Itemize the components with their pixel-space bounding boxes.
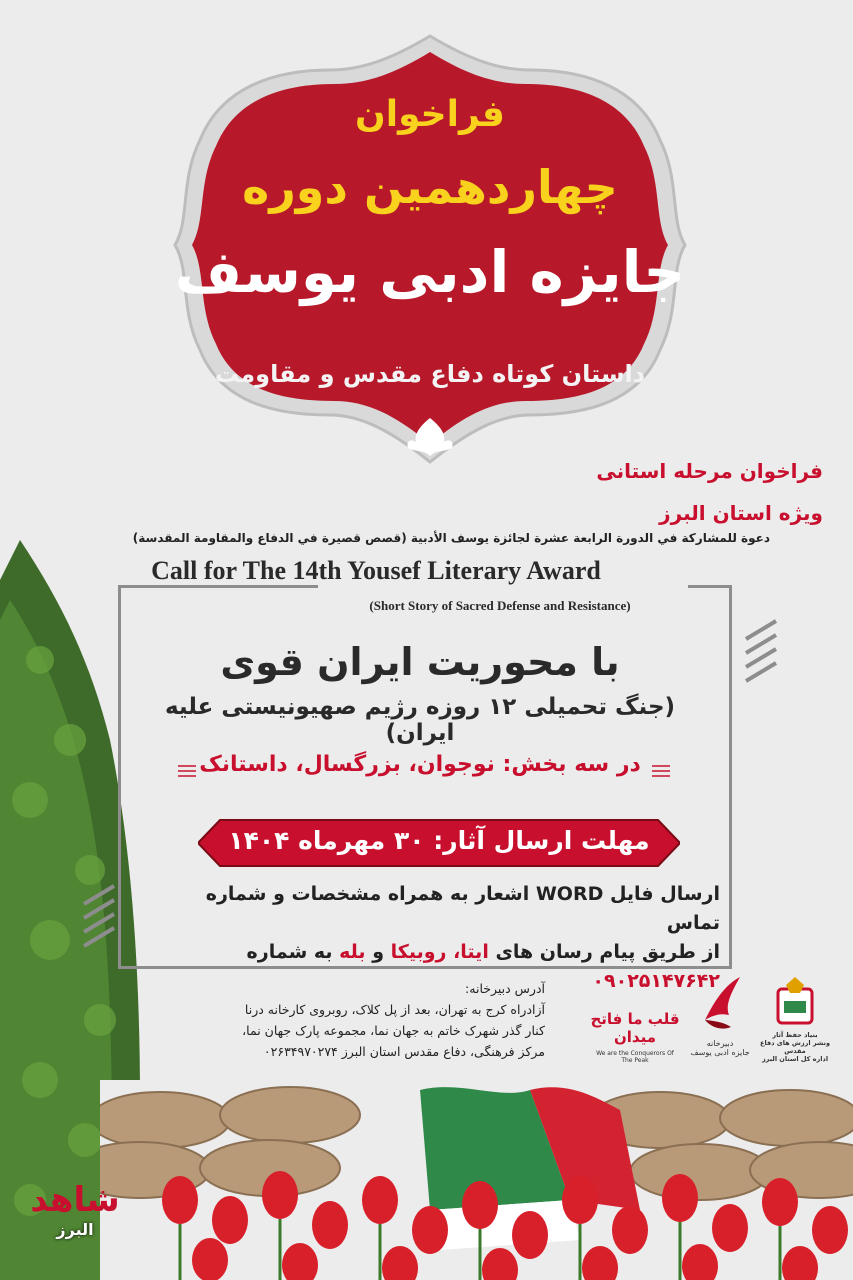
decorative-dashes-left <box>80 880 120 960</box>
theme-subtitle: (جنگ تحمیلی ۱۲ روزه رژیم صهیونیستی علیه ایران) <box>164 694 676 746</box>
watermark-main: شاهد <box>30 1180 120 1220</box>
logo2-line1: دبیرخانه <box>706 1039 734 1048</box>
provincial-stage <box>596 450 823 534</box>
send-line-1: ارسال فایل WORD اشعار به همراه مشخصات و شماره تماس <box>205 883 720 934</box>
address-line-1: آزادراه کرج به تهران، بعد از پل کلاک، روبروی کارخانه درنا <box>244 1002 545 1017</box>
deadline-text: مهلت ارسال آثار: ۳۰ مهرماه ۱۴۰۴ <box>228 826 650 855</box>
logo-heart-conquerors <box>590 1010 680 1080</box>
decorative-dashes-right <box>742 615 782 695</box>
stage-line-1: فراخوان مرحله استانی <box>596 459 823 483</box>
plaque-line-genre: داستان کوتاه دفاع مقدس و مقاومت <box>214 360 646 388</box>
send-via-text: از طریق پیام رسان های <box>495 941 720 963</box>
plaque-line-call: فراخوان <box>355 94 505 135</box>
logo-sacred-defense-foundation <box>760 975 830 1085</box>
theme-title: با محوریت ایران قوی <box>220 640 620 684</box>
watermark-sub: البرز <box>56 1220 94 1239</box>
and-text: و <box>372 941 385 963</box>
app3-text: بله <box>339 941 366 963</box>
address-line-2: کنار گذر شهرک خاتم به جهان نما، مجموعه پارک جهان نما، <box>242 1023 545 1038</box>
phone-number: ۰۹۰۲۵۱۴۷۶۴۲ <box>592 970 720 992</box>
title-plaque <box>170 30 690 470</box>
address-line-3: مرکز فرهنگی، دفاع مقدس استان البرز ۰۲۶۳۴۹۷۰۲۷۴ <box>263 1044 545 1059</box>
plaque-line-award: جایزه ادبی یوسف <box>174 238 686 306</box>
logo3-line2: ونشر ارزش های دفاع مقدس <box>760 1039 830 1055</box>
apps-text: ایتا، روبیکا <box>390 941 489 963</box>
sections: در سه بخش: نوجوان، بزرگسال، داستانک <box>199 752 641 777</box>
sections-dashes-right <box>652 764 670 778</box>
logo1-text: قلب ما فاتح میدان <box>590 1010 680 1046</box>
plaque-line-edition: چهاردهمین دوره <box>242 160 618 214</box>
fist-emblem-icon <box>770 975 820 1027</box>
logo2-line2: جایزه ادبی یوسف <box>690 1048 750 1057</box>
logo3-line1: بنیاد حفظ آثار <box>772 1031 818 1039</box>
sandbags-flag-tulips-image <box>100 1080 853 1280</box>
logo1-sub: We are the Conquerors Of The Peak <box>596 1050 674 1064</box>
english-title: Call for The 14th Yousef Literary Award <box>151 556 601 585</box>
arabic-invitation: دعوة للمشاركة في الدورة الرابعة عشرة لجائزة يوسف الأدبية (قصص قصيرة في الدفاع والمقاومة المقدسة) <box>132 531 770 545</box>
watermark-logo <box>20 1180 130 1239</box>
secretariat-address <box>165 978 545 1062</box>
stage-line-2: ویژه استان البرز <box>659 501 823 525</box>
address-title: آدرس دبیرخانه: <box>465 981 545 996</box>
to-number-text: به شماره <box>246 941 333 963</box>
wing-icon <box>695 975 745 1035</box>
logo3-line3: اداره کل استان البرز <box>761 1055 829 1063</box>
deadline-banner <box>198 818 680 868</box>
english-subtitle: (Short Story of Sacred Defense and Resistance) <box>369 598 631 613</box>
logo-yousef-secretariat <box>685 975 755 1085</box>
